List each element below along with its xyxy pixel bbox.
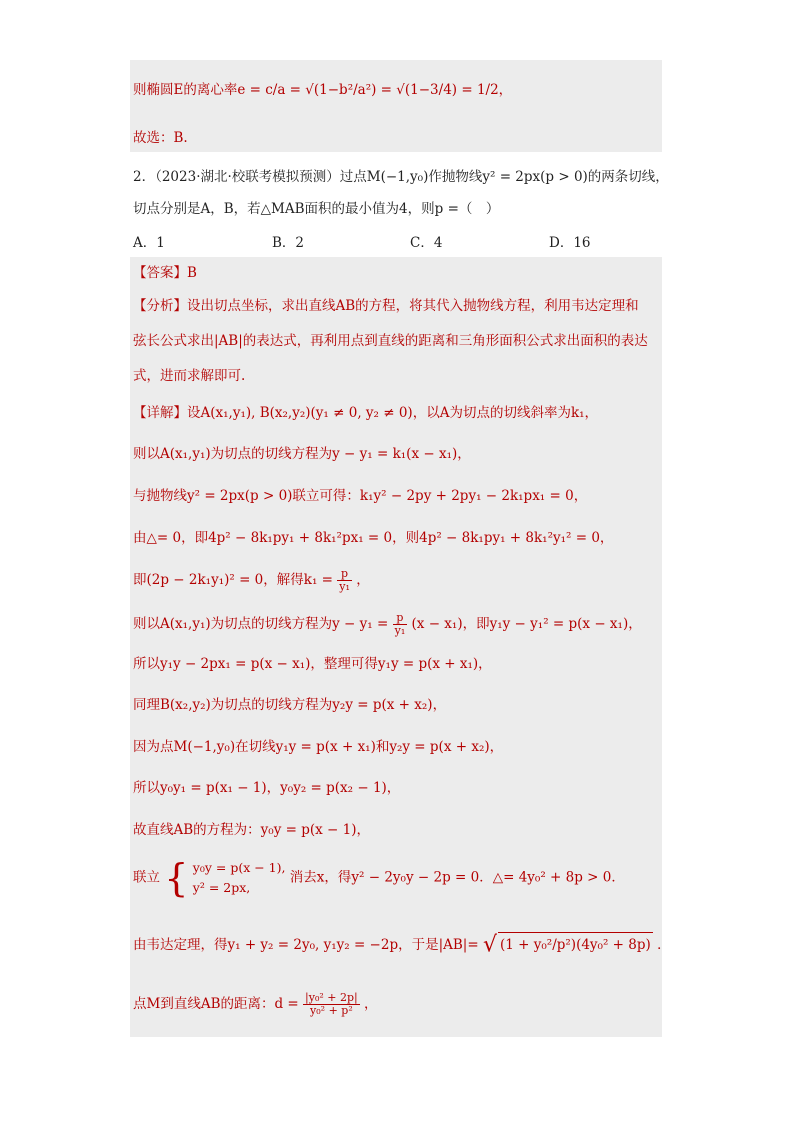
detail-line-13 bbox=[133, 932, 671, 956]
detail-line-13-text: 由韦达定理，得y₁ + y₂ = 2y₀, y₁y₂ = −2p，于是|AB|= bbox=[133, 937, 479, 953]
fraction-p-over-y1 bbox=[337, 568, 352, 593]
option-a: A．1 bbox=[133, 235, 165, 251]
detail-line-9: 因为点M(−1,y₀)在切线y₁y = p(x + x₁)和y₂y = p(x + x₂)， bbox=[133, 739, 504, 755]
detail-line-6-text: 则以A(x₁,y₁)为切点的切线方程为y − y₁ = bbox=[133, 616, 389, 632]
analysis-line-1: 【分析】设出切点坐标，求出直线AB的方程，将其代入抛物线方程，利用韦达定理和 bbox=[133, 298, 639, 314]
equation-system bbox=[193, 858, 286, 898]
system-eq-2: y² = 2px, bbox=[192, 880, 251, 895]
choice-line: 故选：B. bbox=[133, 130, 188, 146]
solution-block-prev bbox=[130, 60, 662, 152]
detail-line-8: 同理B(x₂,y₂)为切点的切线方程为y₂y = p(x + x₂)， bbox=[133, 697, 447, 713]
analysis-line-2: 弦长公式求出|AB|的表达式，再利用点到直线的距离和三角形面积公式求出面积的表达 bbox=[133, 333, 648, 349]
radical-sign: √ bbox=[482, 932, 497, 958]
detail-line-7: 所以y₁y − 2px₁ = p(x − x₁)，整理可得y₁y = p(x + x₁)， bbox=[133, 656, 492, 672]
detail-line-11: 故直线AB的方程为：y₀y = p(x − 1)， bbox=[133, 822, 371, 838]
detail-line-13-end: ． bbox=[657, 937, 671, 953]
detail-line-14-text: 点M到直线AB的距离：d = bbox=[133, 996, 299, 1012]
detail-line-2: 则以A(x₁,y₁)为切点的切线方程为y − y₁ = k₁(x − x₁)， bbox=[133, 446, 471, 462]
system-label: 联立 bbox=[133, 869, 160, 886]
option-c: C．4 bbox=[410, 235, 443, 251]
system-eq-1: y₀y = p(x − 1), bbox=[192, 860, 286, 875]
question-line-2: 切点分别是A，B，若△MAB面积的最小值为4，则p =（ ） bbox=[133, 201, 500, 217]
distance-denominator: y₀² + p² bbox=[310, 1004, 353, 1017]
detail-line-12 bbox=[133, 858, 625, 898]
detail-line-5-text: 即(2p − 2k₁y₁)² = 0，解得k₁ = bbox=[133, 572, 333, 588]
question-title: 2．（2023·湖北·校联考模拟预测）过点M(−1,y₀)作抛物线y² = 2px(p > 0)的两条切线， bbox=[133, 169, 669, 185]
fraction-denominator: y₁ bbox=[394, 624, 406, 637]
detail-line-6 bbox=[133, 612, 642, 637]
detail-line-14 bbox=[133, 992, 378, 1017]
answer-line: 【答案】B bbox=[133, 265, 197, 281]
option-d: D．16 bbox=[549, 235, 591, 251]
analysis-line-3: 式，进而求解即可. bbox=[133, 368, 246, 384]
distance-numerator: |y₀² + 2p| bbox=[305, 991, 358, 1004]
detail-line-14-end: ， bbox=[364, 996, 378, 1012]
detail-line-5 bbox=[133, 568, 370, 593]
radicand: (1 + y₀²/p²)(4y₀² + 8p) bbox=[498, 932, 653, 955]
fraction-numerator: p bbox=[393, 612, 408, 625]
fraction-p-over-y1-2 bbox=[393, 612, 408, 637]
detail-line-10: 所以y₀y₁ = p(x₁ − 1)，y₀y₂ = p(x₂ − 1)， bbox=[133, 780, 401, 796]
fraction-denominator: y₁ bbox=[339, 580, 350, 593]
detail-line-6-end: (x − x₁)，即y₁y − y₁² = p(x − x₁)， bbox=[411, 616, 642, 632]
detail-line-4: 由△= 0，即4p² − 8k₁py₁ + 8k₁²px₁ = 0，则4p² − 8k₁py₁ + 8k₁²y₁² = 0， bbox=[133, 530, 614, 546]
detail-line-3: 与抛物线y² = 2px(p > 0)联立可得：k₁y² − 2py + 2py₁ − 2k₁px₁ = 0， bbox=[133, 488, 588, 504]
option-b: B．2 bbox=[272, 235, 305, 251]
distance-fraction bbox=[303, 992, 360, 1017]
detail-line-12-rest: 消去x，得y² − 2y₀y − 2p = 0．△= 4y₀² + 8p > 0． bbox=[289, 869, 625, 886]
fraction-numerator: p bbox=[337, 568, 352, 581]
detail-line-1: 【详解】设A(x₁,y₁), B(x₂,y₂)(y₁ ≠ 0, y₂ ≠ 0)，以A为切点的切线斜率为k₁， bbox=[133, 405, 599, 421]
system-brace: { bbox=[164, 856, 189, 900]
eccentricity-line: 则椭圆E的离心率e = c/a = √(1−b²/a²) = √(1−3/4) = 1/2， bbox=[133, 82, 513, 98]
detail-line-5-end: ， bbox=[356, 572, 370, 588]
